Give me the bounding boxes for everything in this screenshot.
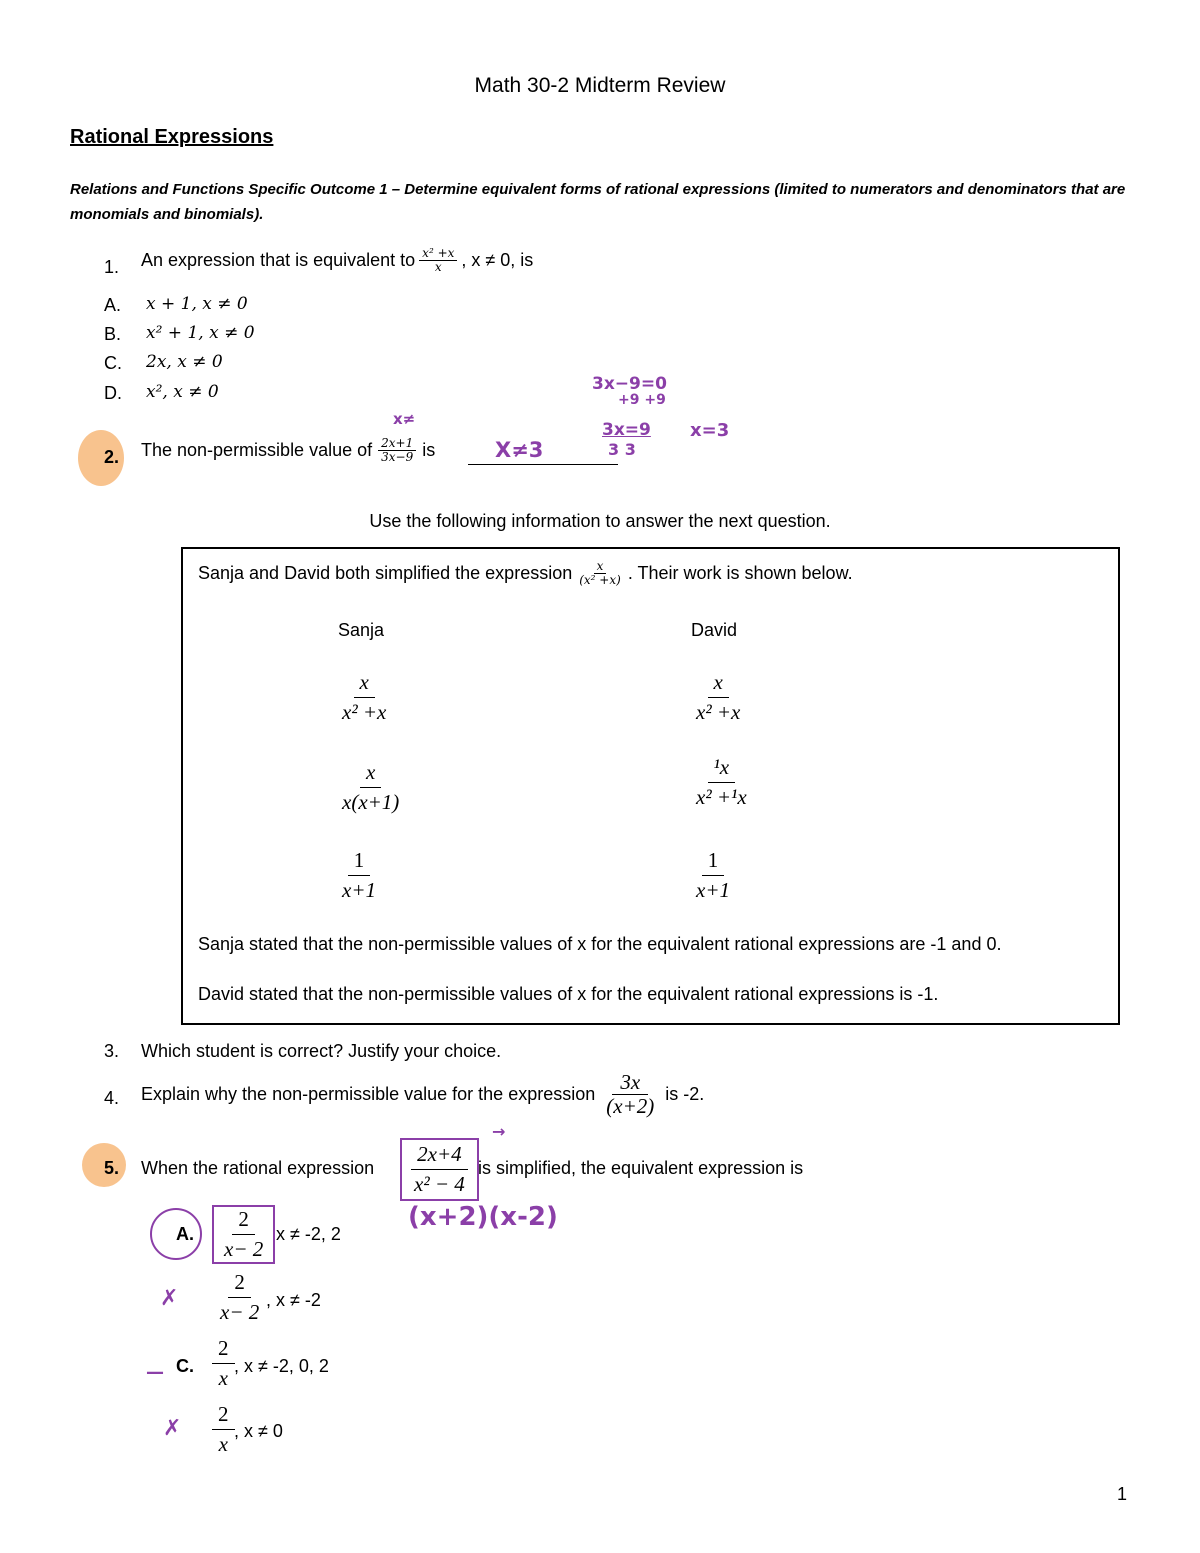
q5-option-b-strike: ✗ <box>160 1286 179 1311</box>
david-label: David <box>691 620 738 640</box>
q1-option-b-expr: x² + 1, x ≠ 0 <box>146 323 255 343</box>
q1-frac-den: x <box>434 260 442 275</box>
q4-frac-num: 3x <box>612 1071 648 1095</box>
q5-number: 5. <box>104 1158 120 1178</box>
q1-number: 1. <box>104 257 120 277</box>
david-step-2 <box>690 755 753 810</box>
infobox-fraction <box>576 560 624 587</box>
sanja-step-1 <box>336 670 392 725</box>
david-step-1-num: x <box>708 670 729 698</box>
q5-option-a-frac <box>212 1205 275 1264</box>
q5-option-b-frac <box>214 1270 265 1325</box>
q1-prompt: An expression that is equivalent to <box>141 250 416 271</box>
outcome-text: Relations and Functions Specific Outcome 1 – Determine equivalent forms of rational expressions (limited to numerators and denominators that are monomials and binomials). <box>70 181 1126 223</box>
q5-option-c-tail: , x ≠ -2, 0, 2 <box>234 1356 329 1376</box>
q5-option-a-letter: A. <box>176 1224 194 1244</box>
q1-option-d-expr: x², x ≠ 0 <box>146 382 219 402</box>
sanja-label: Sanja <box>338 620 385 640</box>
page-number: 1 <box>1117 1484 1128 1504</box>
q2-work-line4: 3 3 <box>608 440 636 459</box>
q4-prompt-line <box>141 1071 704 1118</box>
sanja-step-3-den: x+1 <box>342 878 376 902</box>
q5-fraction <box>400 1138 479 1201</box>
q4-prompt: Explain why the non-permissible value for the expression <box>141 1084 596 1105</box>
q1-fraction <box>419 247 457 274</box>
q5-option-d-tail: , x ≠ 0 <box>234 1421 283 1441</box>
david-step-2-num: ¹x <box>708 755 736 783</box>
q2-frac-den: 3x−9 <box>381 450 414 465</box>
q4-number: 4. <box>104 1088 120 1108</box>
david-statement: David stated that the non-permissible values of x for the equivalent rational expressions is -1. <box>198 984 939 1004</box>
q5-handwritten-factor: (x+2)(x-2) <box>408 1202 558 1232</box>
sanja-step-2-num: x <box>360 760 381 788</box>
q2-fraction <box>378 437 416 464</box>
q5-option-d-strike: ✗ <box>163 1416 182 1441</box>
q2-handwritten-answer: X≠3 <box>495 438 544 462</box>
q5-option-c-num: 2 <box>212 1336 235 1364</box>
q5-suffix: is simplified, the equivalent expression is <box>478 1158 804 1178</box>
q2-work-line3: 3x=9 <box>602 420 651 440</box>
david-step-2-den: x² +¹x <box>696 785 747 809</box>
q2-work-line1: 3x−9=0 <box>592 374 667 394</box>
q5-frac-den: x² − 4 <box>414 1172 465 1196</box>
infobox-frac-num: x <box>594 560 607 574</box>
q4-fraction <box>603 1071 657 1118</box>
q1-frac-num: x² +x <box>419 247 457 261</box>
q4-frac-den: (x+2) <box>606 1094 655 1119</box>
q5-option-b-den: x− 2 <box>220 1300 260 1324</box>
q5-option-a-den: x− 2 <box>224 1237 264 1261</box>
q2-prompt: The non-permissible value of <box>141 440 373 461</box>
sanja-step-2 <box>336 760 405 815</box>
q2-frac-num: 2x+1 <box>378 437 416 451</box>
q5-frac-num: 2x+4 <box>411 1142 468 1170</box>
sanja-statement: Sanja stated that the non-permissible values of x for the equivalent rational expressions are -1 and 0. <box>198 934 1002 954</box>
q2-prompt-line <box>141 437 435 464</box>
infobox-lead-line <box>198 560 853 587</box>
q5-option-c-frac <box>212 1336 235 1391</box>
section-heading: Rational Expressions <box>70 126 274 148</box>
sanja-step-1-num: x <box>354 670 375 698</box>
q3-text: Which student is correct? Justify your choice. <box>141 1041 502 1061</box>
q5-prompt: When the rational expression <box>141 1158 375 1178</box>
q2-work-result: x=3 <box>690 420 730 441</box>
q5-option-b-tail: , x ≠ -2 <box>266 1290 321 1310</box>
q5-option-d-num: 2 <box>212 1402 235 1430</box>
q2-answer-line <box>468 464 618 465</box>
q5-option-d-frac <box>212 1402 235 1457</box>
q5-option-c-den: x <box>218 1366 228 1390</box>
q1-option-c-letter: C. <box>104 353 122 373</box>
q1-option-c-expr: 2x, x ≠ 0 <box>146 352 223 372</box>
sanja-step-3-num: 1 <box>348 848 371 876</box>
q1-option-a-letter: A. <box>104 295 122 315</box>
q1-prompt-line <box>141 247 533 274</box>
sanja-step-2-den: x(x+1) <box>342 790 400 814</box>
q3-number: 3. <box>104 1041 120 1061</box>
q2-suffix: is <box>422 440 436 461</box>
q5-option-d-den: x <box>218 1432 228 1456</box>
infobox-lead: Sanja and David both simplified the expression <box>198 563 573 584</box>
sanja-step-1-den: x² +x <box>342 700 387 724</box>
q1-suffix: , x ≠ 0, is <box>461 250 534 271</box>
david-step-1 <box>690 670 746 725</box>
david-step-1-den: x² +x <box>696 700 741 724</box>
q5-option-a-num: 2 <box>232 1207 255 1235</box>
david-step-3-num: 1 <box>702 848 725 876</box>
q1-option-b-letter: B. <box>104 324 122 344</box>
q2-handwritten-note: x≠ <box>393 410 416 428</box>
q1-option-a-expr: x + 1, x ≠ 0 <box>146 294 248 314</box>
q5-option-c-letter: C. <box>176 1356 194 1376</box>
q2-work-line2: +9 +9 <box>618 392 666 408</box>
infobox-lead-tail: . Their work is shown below. <box>627 563 853 584</box>
sanja-step-3 <box>336 848 382 903</box>
q5-option-c-dash: — <box>146 1362 164 1383</box>
q5-option-b-num: 2 <box>228 1270 251 1298</box>
q5-arrow-mark: → <box>492 1122 506 1141</box>
q4-suffix: is -2. <box>665 1084 705 1105</box>
david-step-3 <box>690 848 736 903</box>
q5-option-a-tail: x ≠ -2, 2 <box>276 1224 341 1244</box>
david-step-3-den: x+1 <box>696 878 730 902</box>
infobox-frac-den: (x² +x) <box>579 573 621 588</box>
info-intro: Use the following information to answer the next question. <box>369 511 831 531</box>
q2-number: 2. <box>104 447 120 467</box>
page-title: Math 30-2 Midterm Review <box>474 74 726 97</box>
q1-option-d-letter: D. <box>104 383 122 403</box>
